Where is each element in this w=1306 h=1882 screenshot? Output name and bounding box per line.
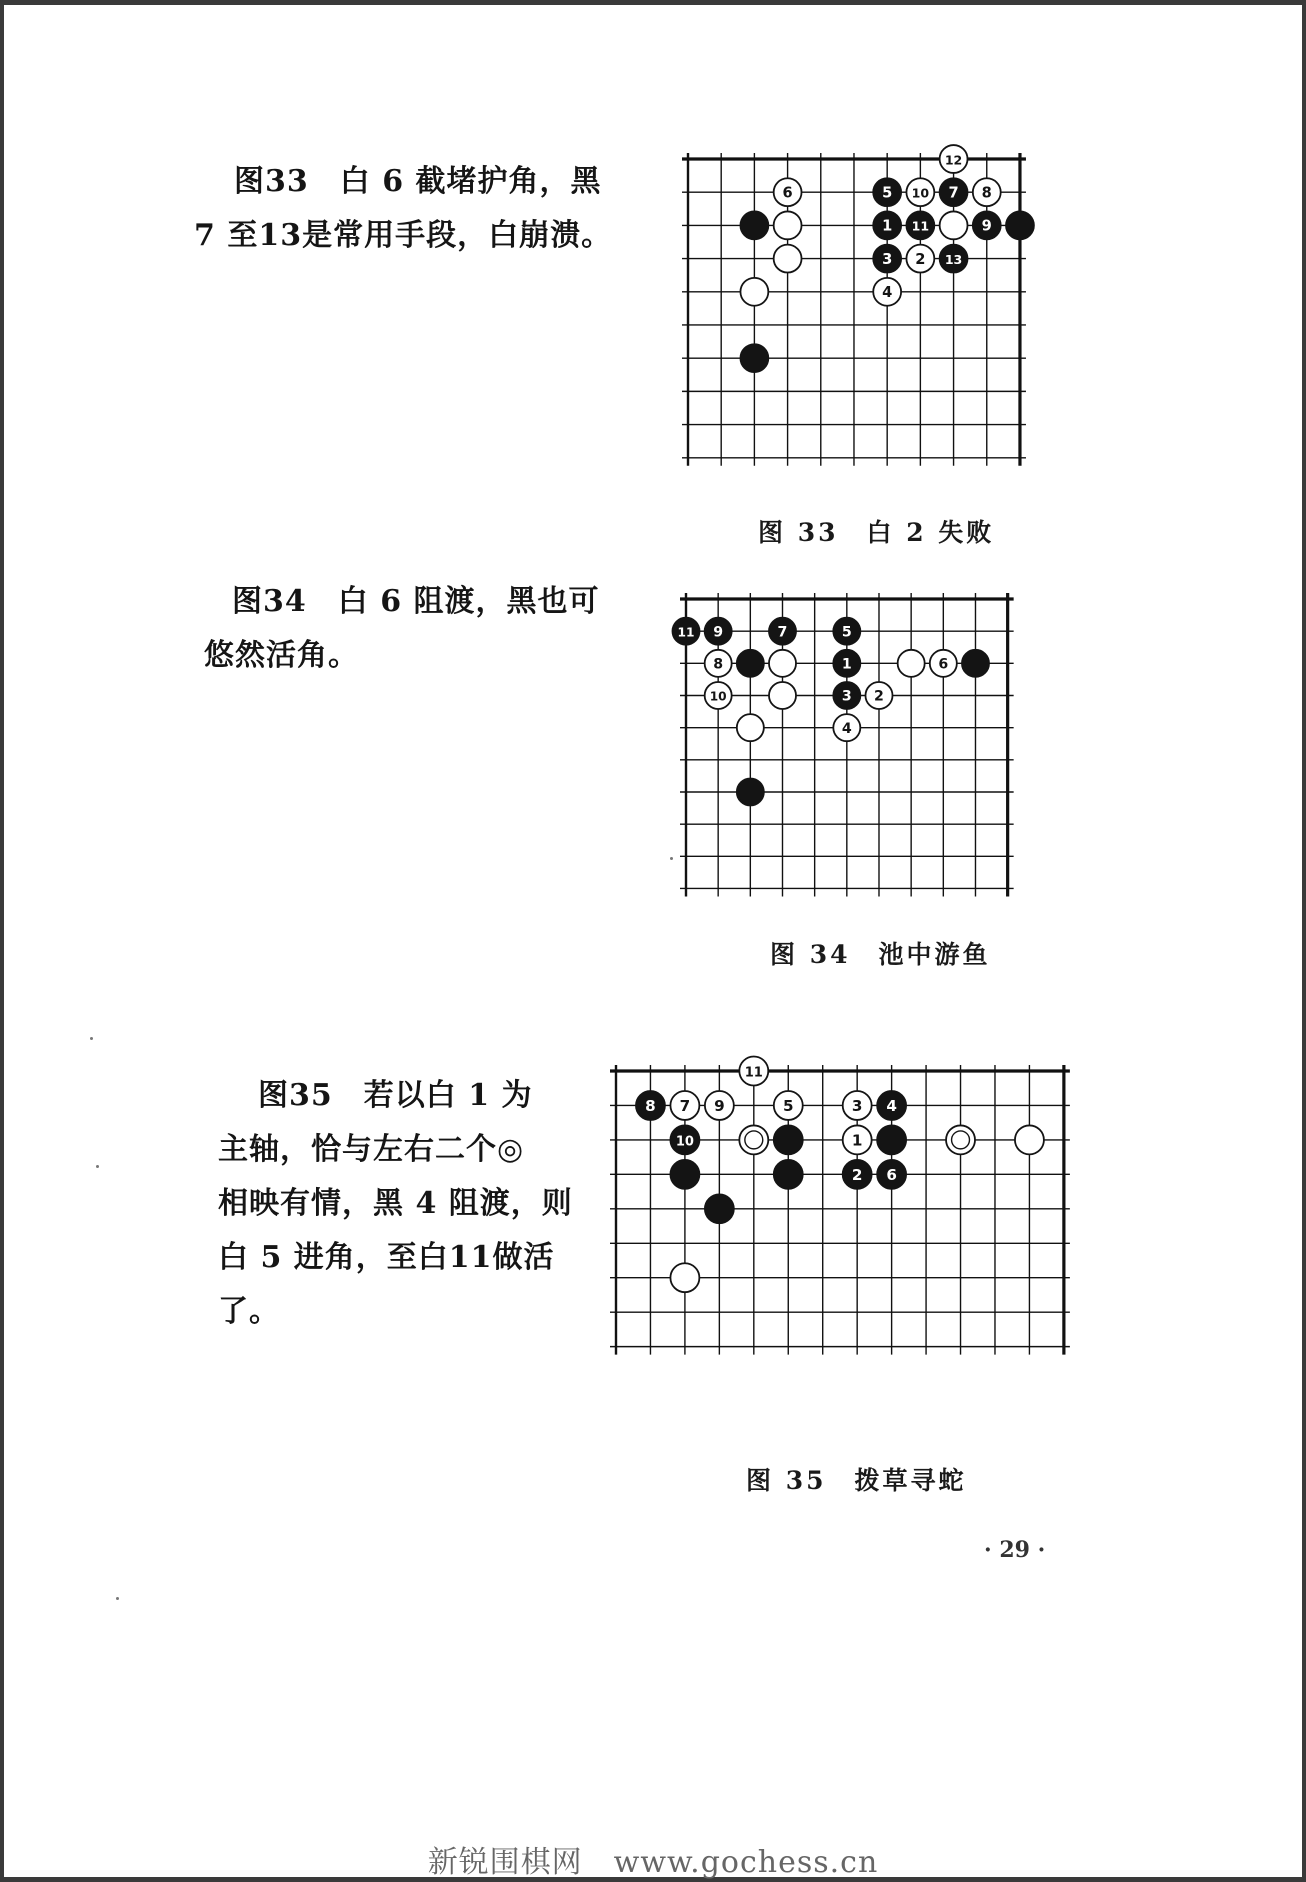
white-stone <box>843 1091 872 1120</box>
move-number-label: 7 <box>777 624 788 641</box>
scan-speck <box>96 1165 99 1168</box>
white-stone <box>833 714 860 741</box>
black-stone <box>774 1160 803 1189</box>
move-number-label: 1 <box>882 217 893 235</box>
book-page <box>4 5 1302 1880</box>
white-stone <box>906 245 934 273</box>
black-stone <box>940 178 968 206</box>
black-stone <box>670 1160 699 1189</box>
white-stone <box>769 682 796 709</box>
black-stone <box>737 778 764 805</box>
fig35-text-line-3: 相映有情，黑 4 阻渡，则 <box>218 1186 573 1221</box>
move-number-label: 9 <box>713 624 724 641</box>
move-number-label: 8 <box>713 656 724 673</box>
move-number-label: 4 <box>841 720 852 737</box>
black-stone <box>833 618 860 645</box>
move-number-label: 6 <box>886 1165 897 1184</box>
black-stone <box>843 1160 872 1189</box>
move-number-label: 13 <box>944 251 963 267</box>
black-stone <box>833 682 860 709</box>
white-stone <box>739 1125 768 1154</box>
white-stone <box>737 714 764 741</box>
black-stone <box>873 178 901 206</box>
white-stone <box>946 1125 975 1154</box>
white-stone <box>873 278 901 306</box>
white-stone <box>973 178 1001 206</box>
black-stone <box>705 1194 734 1223</box>
move-number-label: 5 <box>841 624 852 641</box>
black-stone <box>740 211 768 239</box>
move-number-label: 11 <box>911 218 930 234</box>
white-stone <box>774 1091 803 1120</box>
black-stone <box>906 211 934 239</box>
move-number-label: 3 <box>841 688 852 705</box>
black-stone <box>877 1091 906 1120</box>
fig35-text-line-5: 了。 <box>218 1294 280 1329</box>
white-stone <box>865 682 892 709</box>
white-stone <box>670 1091 699 1120</box>
white-stone <box>705 650 732 677</box>
move-number-label: 9 <box>981 217 992 235</box>
black-stone <box>973 211 1001 239</box>
fig35-description <box>218 1069 573 1339</box>
black-stone <box>940 245 968 273</box>
black-stone <box>636 1091 665 1120</box>
black-stone <box>962 650 989 677</box>
scan-speck <box>90 1037 93 1040</box>
fig34-text-line-2: 悠然活角。 <box>204 638 359 673</box>
move-number-label: 5 <box>782 1096 794 1115</box>
move-number-label: 8 <box>645 1096 656 1115</box>
black-stone <box>737 650 764 677</box>
black-stone <box>774 1125 803 1154</box>
move-number-label: 4 <box>886 1096 897 1115</box>
page-number: · 29 · <box>984 1537 1046 1563</box>
move-number-label: 2 <box>874 688 884 705</box>
white-stone <box>774 211 802 239</box>
move-number-label: 9 <box>714 1096 725 1115</box>
move-number-label: 2 <box>851 1165 863 1184</box>
move-number-label: 5 <box>882 184 893 202</box>
move-number-label: 11 <box>677 625 695 640</box>
fig35-text-line-1: 图35 若以白 1 为 <box>258 1078 533 1113</box>
white-stone <box>774 245 802 273</box>
black-stone <box>873 245 901 273</box>
move-number-label: 8 <box>981 184 992 202</box>
white-stone <box>906 178 934 206</box>
move-number-label: 6 <box>782 184 793 202</box>
fig33-text-line-1: 图33 白 6 截堵护角，黑 <box>234 164 602 199</box>
move-number-label: 2 <box>915 250 926 268</box>
fig33-text-line-2: 7 至13是常用手段，白崩溃。 <box>194 218 613 253</box>
scan-speck <box>116 1597 119 1600</box>
move-number-label: 11 <box>744 1065 763 1081</box>
black-stone <box>1006 211 1034 239</box>
fig34-text-line-1: 图34 白 6 阻渡，黑也可 <box>232 584 600 619</box>
white-stone <box>769 650 796 677</box>
white-stone <box>1015 1125 1044 1154</box>
fig35-text-line-4: 白 5 进角，至白11做活 <box>218 1240 555 1275</box>
move-number-label: 3 <box>882 250 893 268</box>
white-stone <box>940 145 968 173</box>
fig33-caption: 图 33 白 2 失败 <box>758 518 995 547</box>
fig35-text-line-2: 主轴，恰与左右二个◎ <box>218 1132 525 1167</box>
move-number-label: 6 <box>938 656 949 673</box>
white-stone <box>930 650 957 677</box>
fig35-caption: 图 35 拨草寻蛇 <box>746 1466 967 1495</box>
black-stone <box>769 618 796 645</box>
move-number-label: 4 <box>882 284 893 302</box>
fig34-caption: 图 34 池中游鱼 <box>770 940 991 969</box>
fig34-description <box>204 575 600 683</box>
black-stone <box>877 1125 906 1154</box>
move-number-label: 10 <box>911 185 930 201</box>
fig33-description <box>194 155 613 263</box>
black-stone <box>873 211 901 239</box>
fig33-go-board <box>674 145 1074 495</box>
move-number-label: 10 <box>675 1134 694 1150</box>
scan-speck <box>670 857 673 860</box>
black-stone <box>670 1125 699 1154</box>
white-stone <box>843 1125 872 1154</box>
move-number-label: 12 <box>944 152 963 168</box>
black-stone <box>672 618 699 645</box>
black-stone <box>705 618 732 645</box>
white-stone <box>739 1057 768 1086</box>
move-number-label: 7 <box>948 184 959 202</box>
fig35-go-board <box>602 1057 1102 1417</box>
black-stone <box>740 344 768 372</box>
black-stone <box>877 1160 906 1189</box>
white-stone <box>705 682 732 709</box>
move-number-label: 3 <box>851 1096 863 1115</box>
move-number-label: 1 <box>841 656 852 673</box>
fig34-go-board <box>672 585 1072 925</box>
site-footer: 新锐围棋网 www.gochess.cn <box>427 1845 879 1880</box>
white-stone <box>774 178 802 206</box>
black-stone <box>833 650 860 677</box>
move-number-label: 1 <box>851 1131 863 1150</box>
move-number-label: 10 <box>709 689 727 704</box>
white-stone <box>940 211 968 239</box>
white-stone <box>740 278 768 306</box>
white-stone <box>705 1091 734 1120</box>
move-number-label: 7 <box>679 1096 691 1115</box>
white-stone <box>670 1263 699 1292</box>
white-stone <box>898 650 925 677</box>
